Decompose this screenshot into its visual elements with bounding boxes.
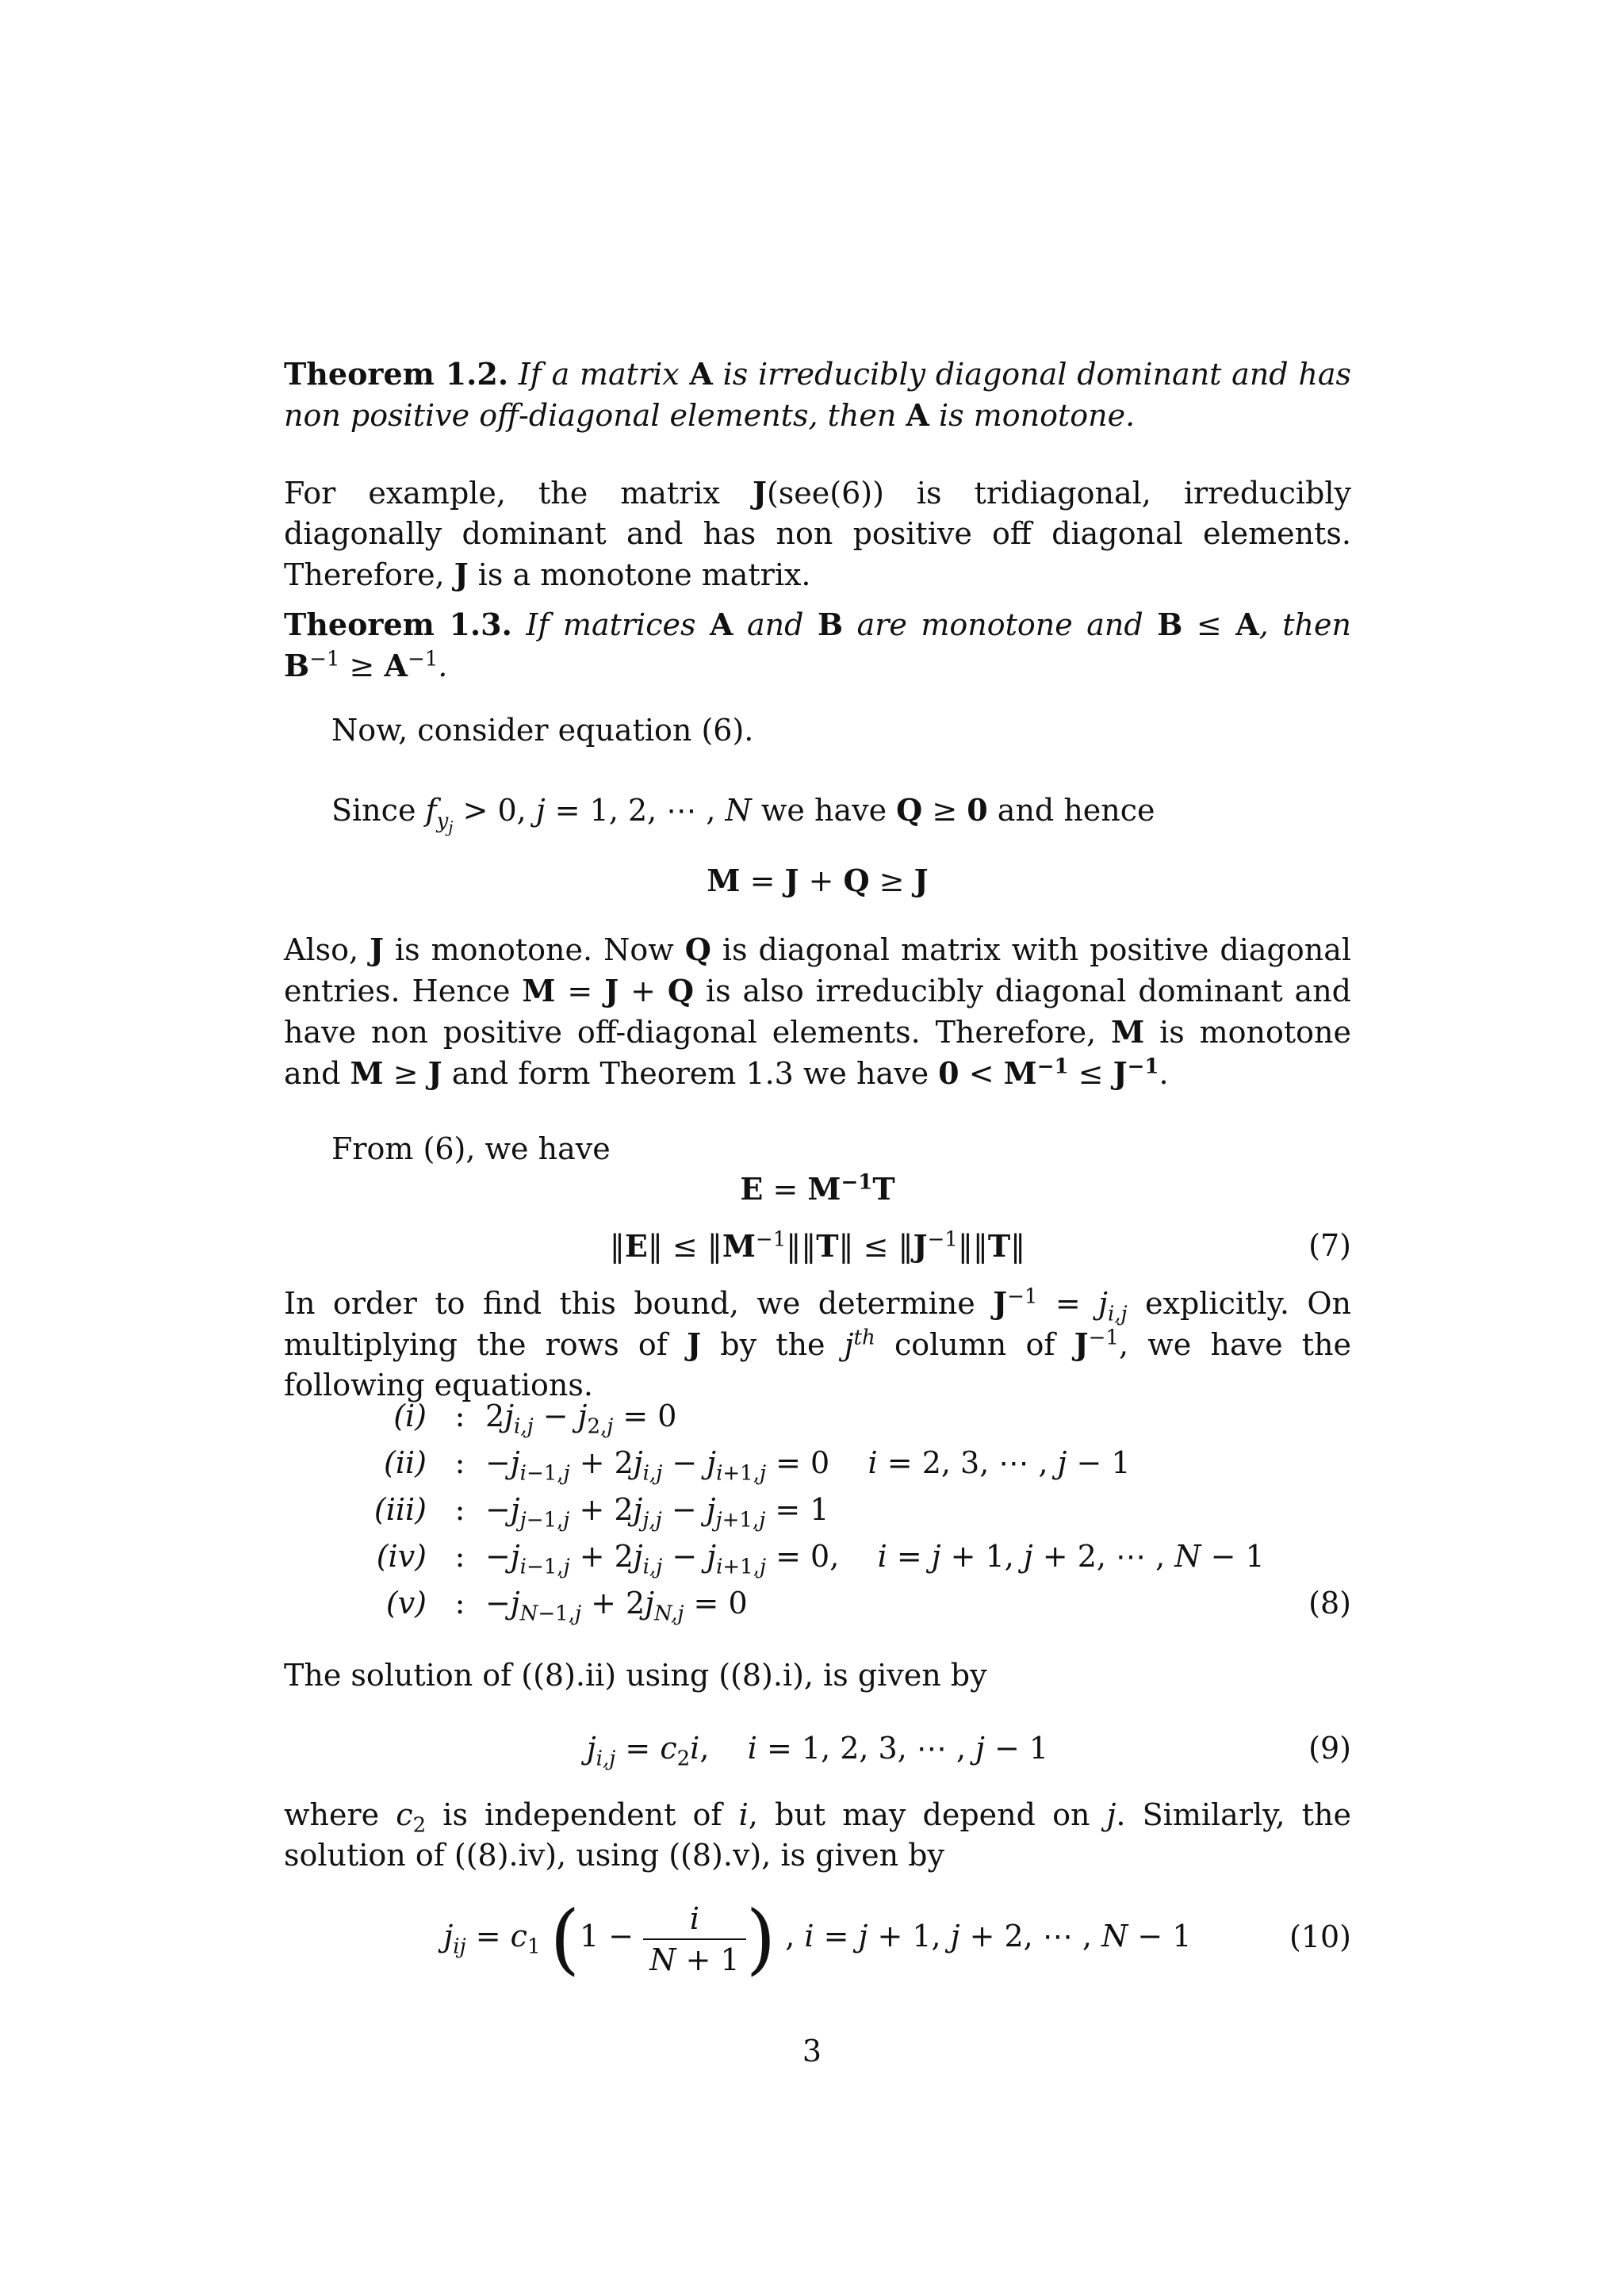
theorem-1-2-body: If a matrix A is irreducibly diagonal dominant and has non positive off-diagonal elements, then A is monotone.: [284, 356, 1351, 433]
theorem-1-3: [284, 604, 1351, 687]
fraction-i-over-n-plus-1: $\frac{i}{N + 1}$: [643, 1899, 745, 1980]
example-paragraph: For example, the matrix J(see(6)) is tridiagonal, irreducibly diagonally dominant and has non positive off diagonal elements. Therefore, J is a monotone matrix.: [284, 475, 1351, 592]
bound-paragraph: In order to find this bound, we determine $J^{-1} = j_{i,j}$ explicitly. On multiplying the rows of J by the $j^{th}$ column of $J^{-1}$, we have the following equations.: [284, 1284, 1352, 1402]
since-paragraph: Since $f_{y_j} > 0$, j = 1, 2, ⋯ , N we have Q ≥ 0 and hence: [331, 792, 1155, 836]
page-number: 3: [802, 2034, 822, 2068]
equation-7-number: (7): [1308, 1228, 1351, 1263]
equation-10: $j_{ij} = c_1$ (1 − $\frac{i}{N + 1}$ ) , i = j + 1, j + 2, ⋯ , N − 1: [443, 1894, 1192, 1984]
equation-m-j-q: M = J + Q ≥ J: [707, 863, 929, 898]
solution-paragraph: The solution of ((8).ii) using ((8).i), is given by: [284, 1658, 987, 1693]
consider-paragraph: Now, consider equation (6).: [331, 713, 754, 748]
equation-9: $j_{i,j} = c_2i$, i = 1, 2, 3, ⋯ , j − 1: [586, 1731, 1049, 1771]
from6-paragraph: From (6), we have: [331, 1131, 611, 1166]
left-paren: (: [550, 1894, 580, 1984]
theorem-1-2-head: Theorem 1.2.: [284, 356, 509, 392]
where-paragraph: where $c_2$ is independent of i, but may depend on j. Similarly, the solution of ((8).iv), using ((8).v), is given by: [284, 1797, 1352, 1873]
also-paragraph: Also, J is monotone. Now Q is diagonal matrix with positive diagonal entries. Hence M = J + Q is also irreducibly diagonal dominant and have non positive off-diagonal elements. Therefore, M is monotone and M ≥ J and form Theorem 1.3 we have $0 < M^{-1} \le J^{-1}$.: [284, 932, 1352, 1091]
theorem-1-3-body: If matrices A and B are monotone and B ≤ A, then $B^{-1} \ge A^{-1}$.: [284, 607, 1351, 683]
equation-e: $E = M^{-1}T$: [740, 1170, 895, 1207]
paper-page: Theorem 1.2. If a matrix A is irreducibly diagonal dominant and has non positive off-diagonal elements, then A is monotone. For example, the matrix J(see(6)) is tridiagonal, irreducibly diagonally dominant and has non positive off diagonal elements. Therefore, J is a monotone matrix. Theorem 1.3. If matrices A and B are monotone and B ≤ A, then $B^{-1} \ge A^{-1}$. Now, consider equation (6). Since $f_{y_j} > 0$, j = 1, 2, ⋯ , N we have Q ≥ 0 and hence M = J + Q ≥ J Also, J is monotone. Now Q is diagonal matrix with positive diagonal entries. Hence M = J + Q is also irreducibly diagonal dominant and have non positive off-diagonal elements. Therefore, M is monotone and M ≥ J and form Theorem 1.3 we have $0 < M^{-1} \le J^{-1}$. From (6), we have $E = M^{-1}T$ ‖E‖ ≤ $‖M^{-1}‖‖T‖$ ≤ $‖J^{-1}‖‖T‖$ (7) In order to find this bound, we determine $J^{-1} = j_{i,j}$ explicitly. On multiplying the rows of J by the $j^{th}$ column of $J^{-1}$, we have the following equations. (i) : $2j_{i,j} - j_{2,j} = 0$ (ii) : $-j_{i-1,j} + 2j_{i,j} - j_{i+1,j} = 0$ i = 2, 3, ⋯ , j − 1 (iii) : $-j_{j-1,j} + 2j_{j,j} - j_{j+1,j} = 1$ (iv) : $-j_{i-1,j} + 2j_{i,j} - j_{i+1,j} = 0$, i = j + 1, j + 2, ⋯ , N − 1 (v) : $-j_{N-1,j} + 2j_{N,j} = 0$ (8) The solution of ((8).ii) using ((8).i), is given by $j_{i,j} = c_2i$, i = 1, 2, 3, ⋯ , j − 1 (9) where $c_2$ is independent of i, but may depend on j. Similarly, the solution of ((8).iv), using ((8).v), is given by $j_{ij} = c_1$ (1 − $\frac{i}{N + 1}$ ) , i = j + 1, j + 2, ⋯ , N − 1 (10) 3: [0, 0, 1624, 2296]
equation-8-number: (8): [1308, 1586, 1351, 1621]
theorem-1-2: [284, 354, 1351, 436]
equation-10-number: (10): [1289, 1919, 1351, 1954]
equation-7: ‖E‖ ≤ $‖M^{-1}‖‖T‖$ ≤ $‖J^{-1}‖‖T‖$: [609, 1227, 1026, 1264]
equation-9-number: (9): [1308, 1731, 1351, 1766]
right-paren: ): [745, 1894, 776, 1984]
theorem-1-3-head: Theorem 1.3.: [284, 607, 512, 642]
